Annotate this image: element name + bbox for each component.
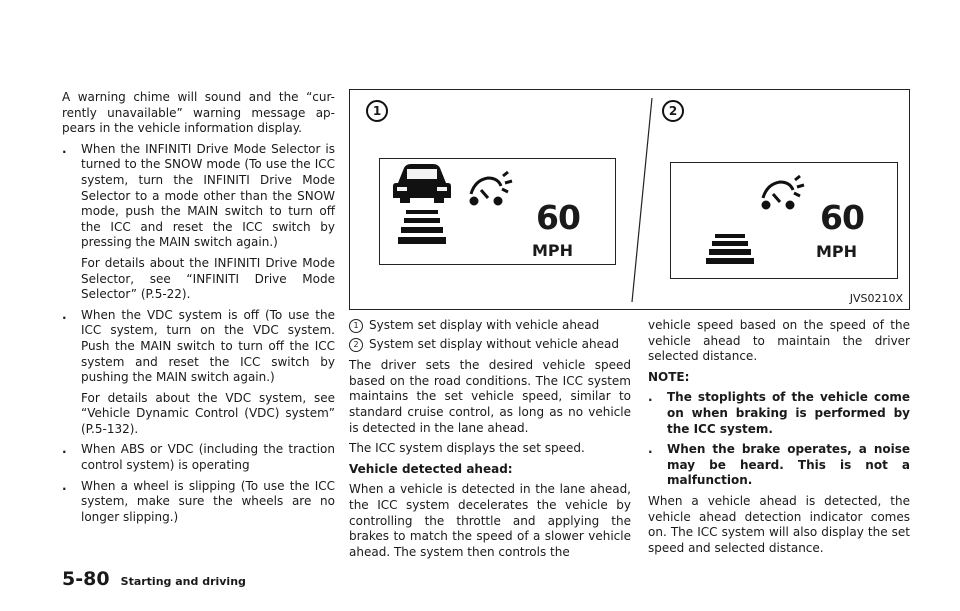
- paragraph: When a vehicle is detected in the lane ahead, the ICC system decelerates the vehicle by controlling the throttle and applying the brakes to match the speed of a slower vehicle ahead. The system then controls the: [349, 482, 631, 559]
- paragraph: The ICC system displays the set speed.: [349, 441, 585, 456]
- note-item: [648, 442, 910, 489]
- bullet-mark: .: [62, 141, 67, 156]
- figure-caption: [349, 318, 631, 334]
- bullet-text: When the INFINITI Drive Mode Selector is turned to the SNOW mode (To use the ICC system, turn the INFINITI Drive Mode Selector to a mode other than the SNOW mode, push the MAIN switch to turn off the ICC and reset the ICC switch by pressing the MAIN switch again.): [81, 141, 335, 250]
- bullet-subtext: For details about the VDC system, see “Vehicle Dynamic Control (VDC) system” (P.5-132).: [81, 390, 335, 436]
- list-item: [62, 308, 335, 438]
- paragraph: The driver sets the desired vehicle speed based on the road conditions. The ICC system maintains the set vehicle speed, similar to standard cruise control, as long as no vehicle is detected in the lane ahead.: [349, 358, 631, 435]
- page-number: 5-80: [62, 568, 110, 590]
- note-item: [648, 390, 910, 437]
- bullet-mark: .: [62, 478, 67, 493]
- caption-number: 1: [349, 319, 363, 333]
- intro-paragraph: A warning chime will sound and the “cur-rently unavailable” warning message ap-pears in the vehicle information display.: [62, 90, 335, 136]
- divider-line: [632, 98, 652, 302]
- note-text: When the brake operates, a noise may be heard. This is not a malfunction.: [667, 442, 910, 488]
- paragraph: When a vehicle ahead is detected, the vehicle ahead detection indicator comes on. The ICC system will also display the set speed and selected distance.: [648, 493, 910, 555]
- speed-unit-right: MPH: [816, 242, 858, 261]
- bullet-subtext: For details about the INFINITI Drive Mode Selector, see “INFINITI Drive Mode Selector” (P.5-22).: [81, 255, 335, 302]
- left-column: [62, 90, 335, 530]
- figure-code: JVS0210X: [849, 292, 903, 305]
- middle-column: [349, 318, 631, 565]
- page-footer: [62, 568, 246, 590]
- bullet-mark: .: [62, 442, 67, 457]
- caption-number: 2: [349, 338, 363, 352]
- list-item: [62, 442, 335, 473]
- set-speed-value-left: 60: [536, 198, 580, 237]
- list-item: [62, 479, 335, 526]
- caption-text: System set display without vehicle ahead: [369, 336, 619, 351]
- speed-unit-left: MPH: [532, 241, 574, 260]
- bullet-text: When the VDC system is off (To use the ICC system, turn on the VDC system. Push the MAIN switch to turn off the ICC system and reset the ICC switch by pushing the MAIN switch again.): [81, 307, 335, 385]
- section-title: Starting and driving: [120, 575, 246, 588]
- figure-label-1: 1: [366, 100, 388, 122]
- icc-display-figure: [349, 89, 910, 310]
- bullet-text: When a wheel is slipping (To use the ICC system, make sure the wheels are no longer slipping.): [81, 478, 335, 524]
- note-title: NOTE:: [648, 369, 690, 384]
- note-text: The stoplights of the vehicle come on when braking is performed by the ICC system.: [667, 390, 910, 436]
- left-display-panel: [379, 158, 616, 265]
- paragraph: vehicle speed based on the speed of the vehicle ahead to maintain the driver selected distance.: [648, 318, 910, 364]
- section-heading: Vehicle detected ahead:: [349, 461, 513, 476]
- right-column: [648, 318, 910, 561]
- bullet-mark: .: [648, 390, 653, 405]
- set-speed-value-right: 60: [820, 198, 864, 237]
- figure-label-2: 2: [662, 100, 684, 122]
- bullet-mark: .: [648, 442, 653, 457]
- bullet-mark: .: [62, 307, 67, 322]
- figure-caption: [349, 337, 631, 353]
- caption-text: System set display with vehicle ahead: [369, 318, 600, 332]
- bullet-text: When ABS or VDC (including the traction control system) is operating: [81, 442, 335, 473]
- list-item: [62, 142, 335, 303]
